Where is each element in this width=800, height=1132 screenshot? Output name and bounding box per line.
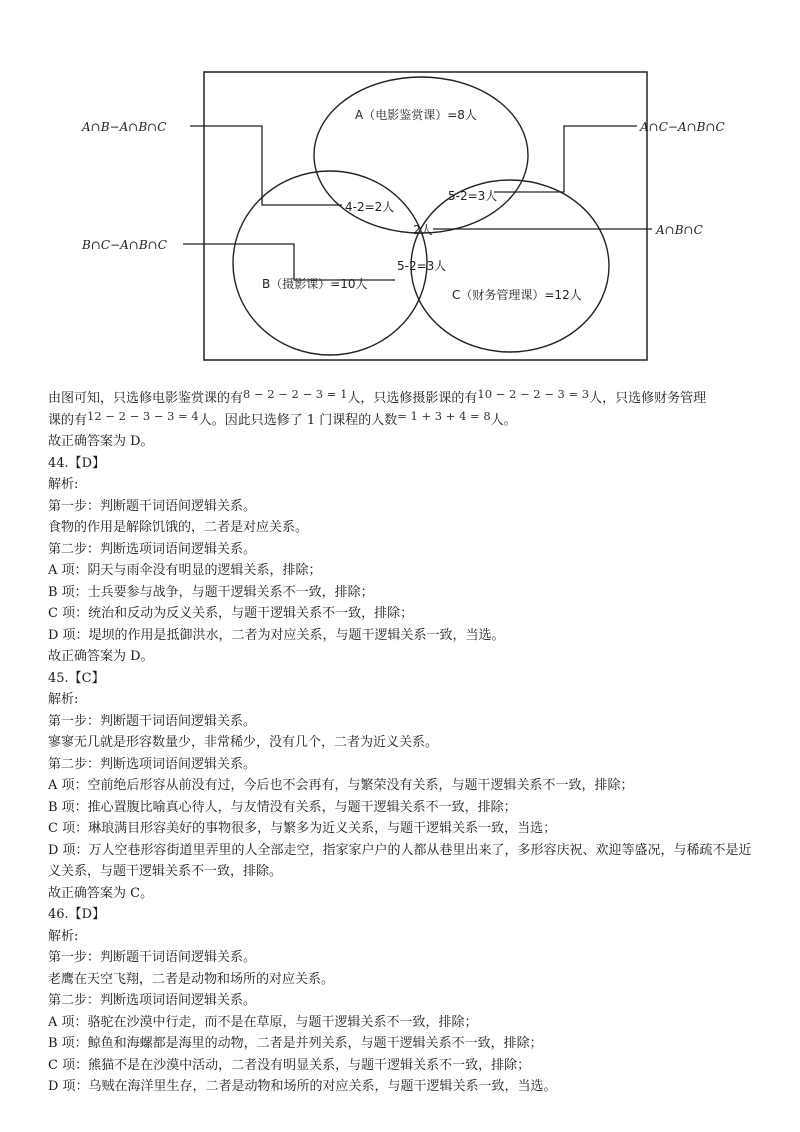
q46-option-a: A 项：骆驼在沙漠中行走，而不是在草原，与题干逻辑关系不一致，排除； [48, 1014, 478, 1030]
q46-heading: 46.【D】 [48, 907, 106, 922]
formula-c-only: 12 − 2 − 3 − 3 = 4 [87, 408, 199, 423]
q46-option-d: D 项：乌贼在海洋里生存，二者是动物和场所的对应关系，与题干逻辑关系一致，当选。 [48, 1079, 557, 1094]
label-abc: 2人 [413, 223, 433, 237]
q45-heading: 45.【C】 [48, 670, 105, 686]
label-c: C（财务管理课）=12人 [452, 288, 582, 302]
q45-answer: 故正确答案为 C。 [48, 885, 154, 901]
connector-bc [183, 244, 395, 280]
q44-analysis-label: 解析: [48, 477, 79, 492]
q46-stem: 老鹰在天空飞翔，二者是动物和场所的对应关系。 [48, 971, 335, 987]
q44-stem: 食物的作用是解除饥饿的，二者是对应关系。 [48, 520, 309, 535]
formula-a-only: 8 − 2 − 2 − 3 = 1 [243, 387, 348, 401]
q46-option-c: C 项：熊猫不是在沙漠中活动，二者没有明显关系，与题干逻辑关系不一致，排除； [48, 1057, 531, 1073]
q45-option-a: A 项：空前绝后形容从前没有过，今后也不会再有，与繁荣没有关系，与题干逻辑关系不一致，排除； [48, 778, 634, 793]
q45-stem: 寥寥无几就是形容数量少，非常稀少，没有几个，二者为近义关系。 [48, 735, 439, 750]
q45-step2: 第二步：判断选项词语间逻辑关系。 [48, 756, 257, 772]
q46-step1: 第一步：判断题干词语间逻辑关系。 [48, 950, 257, 965]
q44-option-d: D 项：堤坝的作用是抵御洪水，二者为对应关系，与题干逻辑关系一致，当选。 [48, 627, 505, 643]
q45-analysis-label: 解析: [48, 692, 79, 707]
q44-step1: 第一步：判断题干词语间逻辑关系。 [48, 498, 257, 514]
q44-option-b: B 项：士兵要参与战争，与题干逻辑关系不一致，排除； [48, 584, 374, 600]
q44-heading: 44.【D】 [48, 455, 106, 471]
callout-ac: A∩C−A∩B∩C [640, 120, 725, 134]
formula-b-only: 10 − 2 − 2 − 3 = 3 [477, 387, 590, 401]
q45-step1: 第一步：判断题干词语间逻辑关系。 [48, 713, 257, 729]
label-b: B（摄影课）=10人 [262, 277, 368, 291]
label-bc-only: 5-2=3人 [397, 259, 447, 273]
q46-step2: 第二步：判断选项词语间逻辑关系。 [48, 993, 257, 1008]
summary-line-1: 由图可知，只选修电影鉴赏课的有8 − 2 − 2 − 3 = 1人，只选修摄影课的有10 − 2 − 2 − 3 = 3人，只选修财务管理 [48, 387, 707, 406]
answer-explanations [48, 388, 760, 1098]
label-ab-only: 4-2=2人 [345, 200, 395, 214]
formula-total: = 1 + 3 + 4 = 8 [397, 408, 491, 423]
label-a: A（电影鉴赏课）=8人 [355, 108, 477, 122]
q45-option-c: C 项：琳琅满目形容美好的事物很多，与繁多为近义关系，与题干逻辑关系一致，当选； [48, 821, 557, 836]
label-ac-only: 5-2=3人 [448, 189, 498, 203]
q44-option-a: A 项：阴天与雨伞没有明显的逻辑关系，排除； [48, 563, 322, 578]
callout-abc: A∩B∩C [656, 223, 703, 237]
q44-answer: 故正确答案为 D。 [48, 649, 154, 664]
q46-analysis-label: 解析: [48, 928, 79, 944]
venn-diagram [0, 0, 800, 380]
connector-ac [494, 126, 637, 192]
q46-option-b: B 项：鲸鱼和海螺都是海里的动物，二者是并列关系，与题干逻辑关系不一致，排除； [48, 1036, 543, 1051]
summary-line-2: 课的有12 − 2 − 3 − 3 = 4人。因此只选修了 1 门课程的人数= 1 + 3 + 4 = 8人。 [48, 408, 517, 428]
callout-ab: A∩B−A∩B∩C [82, 120, 167, 134]
q44-step2: 第二步：判断选项词语间逻辑关系。 [48, 541, 257, 557]
q45-option-b: B 项：推心置腹比喻真心待人，与友情没有关系，与题干逻辑关系不一致，排除； [48, 799, 517, 815]
q45-option-d: D 项：万人空巷形容街道里弄里的人全部走空，指家家户户的人都从巷里出来了，多形容庆祝、欢迎等盛况，与稀疏不是近义关系，与题干逻辑关系不一致，排除。 [48, 842, 752, 879]
q44-option-c: C 项：统治和反动为反义关系，与题干逻辑关系不一致，排除； [48, 606, 414, 621]
callout-bc: B∩C−A∩B∩C [82, 238, 167, 252]
summary-answer: 故正确答案为 D。 [48, 434, 154, 449]
